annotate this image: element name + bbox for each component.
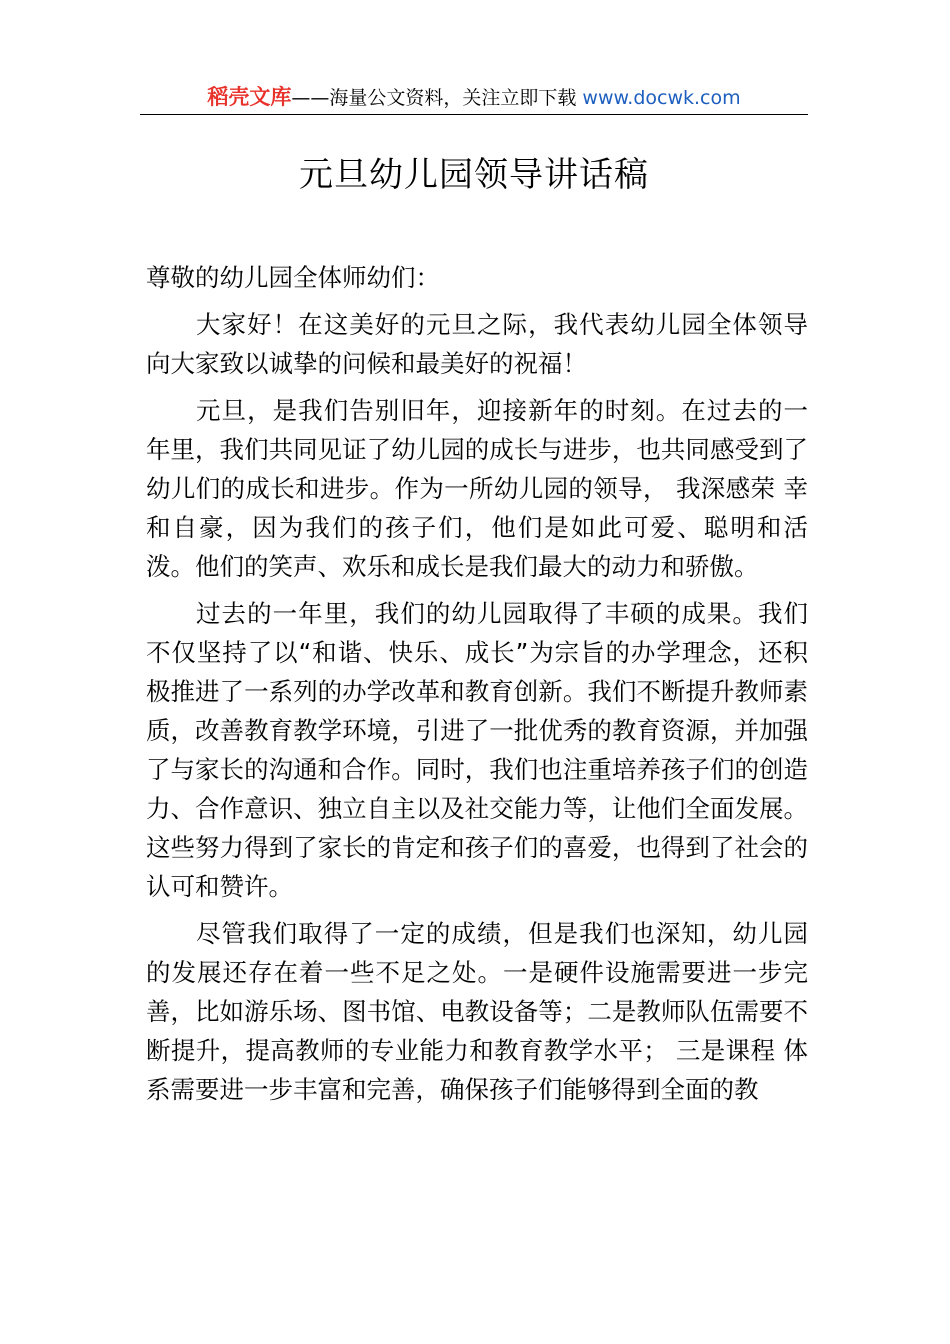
paragraph-3: 过去的一年里，我们的幼儿园取得了丰硕的成果。我们不仅坚持了以“和谐、快乐、成长”为宗旨的办学理念，还积极推进了一系列的办学改革和教育创新。我们不断提升教师素质，改善教育教学环境，引进了一批优秀的教育资源，并加强了与家长的沟通和合作。同时，我们也注重培养孩子们的创造力、合作意识、独立自主以及社交能力等，让他们全面发展。这些努力得到了家长的肯定和孩子们的喜爱，也得到了社会的认可和赞许。 (146, 599, 808, 901)
paragraph-4: 尽管我们取得了一定的成绩，但是我们也深知，幼儿园的发展还存在着一些不足之处。一是硬件设施需要进一步完善，比如游乐场、图书馆、电教设备等；二是教师队伍需要不断提升，提高教师的专业能力和教育教学水平； 三是课程 体系需要进一步丰富和完善，确保孩子们能够得到全面的教 (146, 919, 808, 1104)
brand-name: 稻壳文库 (207, 85, 292, 109)
paragraph-2: 元旦，是我们告别旧年，迎接新年的时刻。在过去的一年里，我们共同见证了幼儿园的成长与进步，也共同感受到了幼儿们的成长和进步。作为一所幼儿园的领导， 我深感荣 幸和自豪，因为我们的孩子们，他们是如此可爱、聪明和活 泼。他们的笑声、欢乐和成长是我们最大的动力和骄傲。 (146, 396, 808, 581)
header-tagline: ——海量公文资料，关注立即下载 (291, 87, 583, 109)
salutation: 尊敬的幼儿园全体师幼们： (146, 263, 440, 292)
paragraph-1: 大家好！在这美好的元旦之际，我代表幼儿园全体领导向大家致以诚挚的问候和最美好的祝福！ (146, 310, 808, 378)
document-body (146, 258, 808, 1117)
header-divider (140, 114, 808, 115)
site-link[interactable]: www.docwk.com (582, 87, 741, 109)
document-title: 元旦幼儿园领导讲话稿 (299, 155, 649, 195)
page-header (140, 84, 808, 111)
